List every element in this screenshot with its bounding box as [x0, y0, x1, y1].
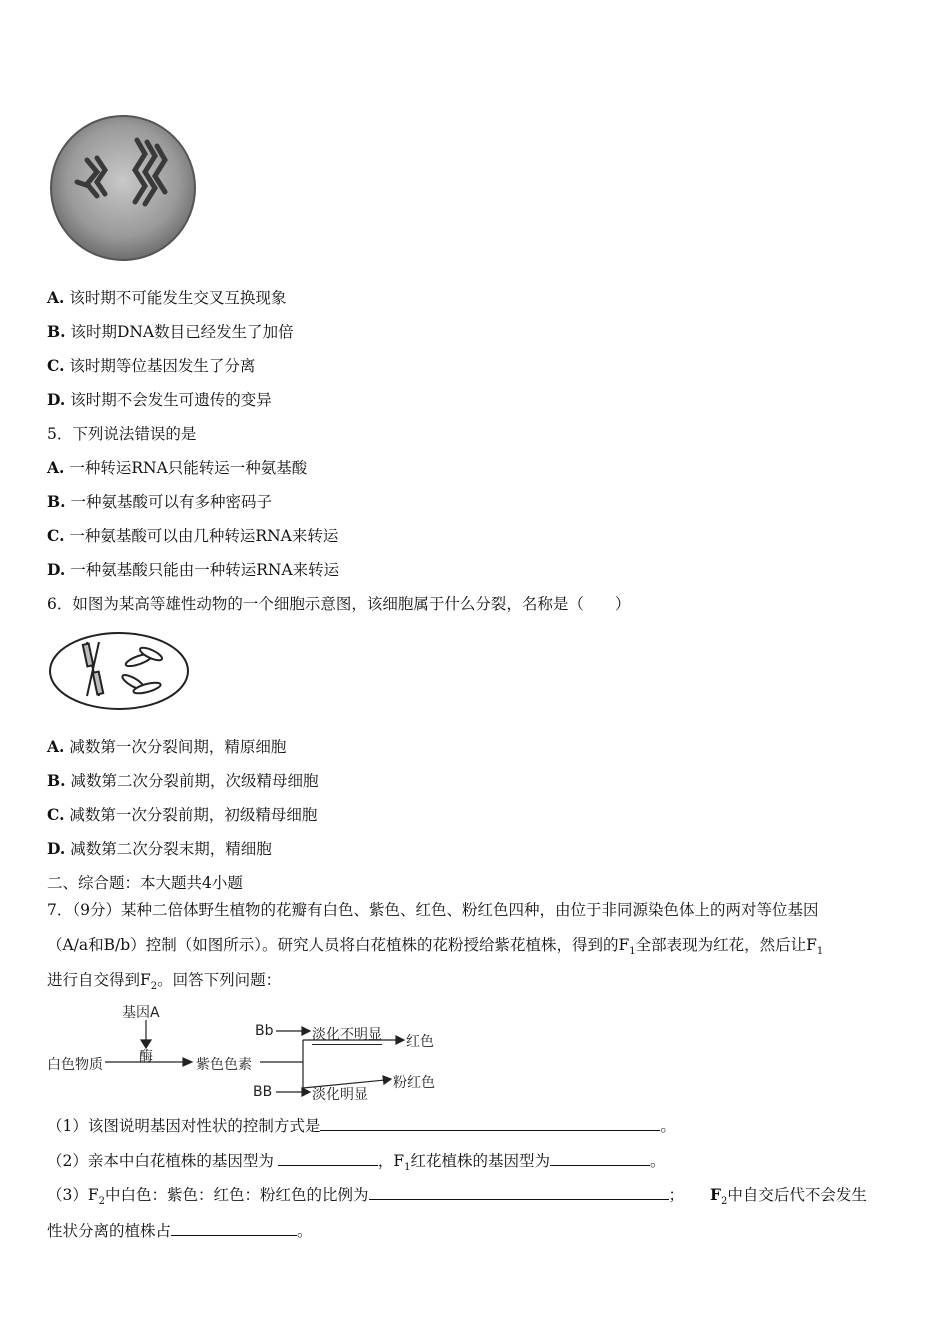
q7-part-3-cont: 性状分离的植株占 。: [47, 1222, 313, 1240]
answer-blank-1[interactable]: [320, 1116, 660, 1131]
q4-option-c: C. 该时期等位基因发生了分离: [47, 356, 256, 375]
answer-blank-4[interactable]: [369, 1185, 669, 1200]
q7-stem-line-3: 进行自交得到$F_2$。回答下列问题：: [47, 971, 282, 993]
q6-stem: 6．如图为某高等雄性动物的一个细胞示意图，该细胞属于什么分裂，名称是（ ）: [47, 595, 631, 613]
q6-cell-figure: [47, 630, 192, 712]
section-2-title: 二、综合题：本大题共4小题: [47, 874, 243, 892]
enzyme-label: 酶: [139, 1049, 153, 1065]
answer-blank-3[interactable]: [550, 1151, 650, 1166]
q7-stem-line-1: 7．（9分）某种二倍体野生植物的花瓣有白色、紫色、红色、粉红色四种，由位于非同源染色体上的两对等位基因: [47, 901, 819, 919]
q6-option-c: C. 减数第一次分裂前期，初级精母细胞: [47, 805, 318, 824]
q4-option-d: D. 该时期不会发生可遗传的变异: [47, 390, 272, 409]
genotype-bb-big-label: BB: [253, 1084, 273, 1100]
white-substance-label: 白色物质: [47, 1057, 103, 1073]
strong-fade-label: 淡化明显: [312, 1087, 368, 1103]
purple-pigment-label: 紫色色素: [196, 1057, 252, 1073]
cell-division-figure: [47, 112, 199, 264]
q5-option-c: C. 一种氨基酸可以由几种转运RNA来转运: [47, 526, 339, 545]
pink-label: 粉红色: [393, 1075, 435, 1091]
q6-option-b: B. 减数第二次分裂前期，次级精母细胞: [47, 771, 319, 790]
q5-option-b: B. 一种氨基酸可以有多种密码子: [47, 492, 272, 511]
q5-option-d: D. 一种氨基酸只能由一种转运RNA来转运: [47, 560, 340, 579]
answer-blank-5[interactable]: [171, 1221, 297, 1236]
weak-fade-label: 淡化不明显: [312, 1024, 382, 1045]
gene-a-label: 基因A: [122, 1005, 160, 1021]
q7-part-3: $(3)F_2$中白色：紫色：红色：粉红色的比例为 ； $F_2$中自交后代不会发生: [47, 1185, 867, 1208]
genotype-bb-small-label: Bb: [255, 1023, 274, 1039]
q7-part-1: （1）该图说明基因对性状的控制方式是 。: [47, 1117, 676, 1135]
pathway-diagram: [0, 1000, 950, 1110]
q6-option-a: A. 减数第一次分裂间期，精原细胞: [47, 737, 287, 756]
red-label: 红色: [406, 1034, 434, 1050]
q7-part-2: （2）亲本中白花植株的基因型为 ，$F_1$红花植株的基因型为 。: [47, 1152, 666, 1174]
q4-option-a: A. 该时期不可能发生交叉互换现象: [47, 288, 287, 307]
q4-option-b: B. 该时期DNA数目已经发生了加倍: [47, 322, 294, 341]
answer-blank-2[interactable]: [278, 1151, 378, 1166]
q5-option-a: A. 一种转运RNA只能转运一种氨基酸: [47, 458, 308, 477]
q5-stem: 5．下列说法错误的是: [47, 425, 197, 443]
q7-stem-line-2: （A/a和B/b）控制（如图所示）。研究人员将白花植株的花粉授给紫花植株，得到的$F_1$全部表现为红花，然后让$F_1$: [47, 936, 824, 958]
q6-option-d: D. 减数第二次分裂末期，精细胞: [47, 839, 272, 858]
